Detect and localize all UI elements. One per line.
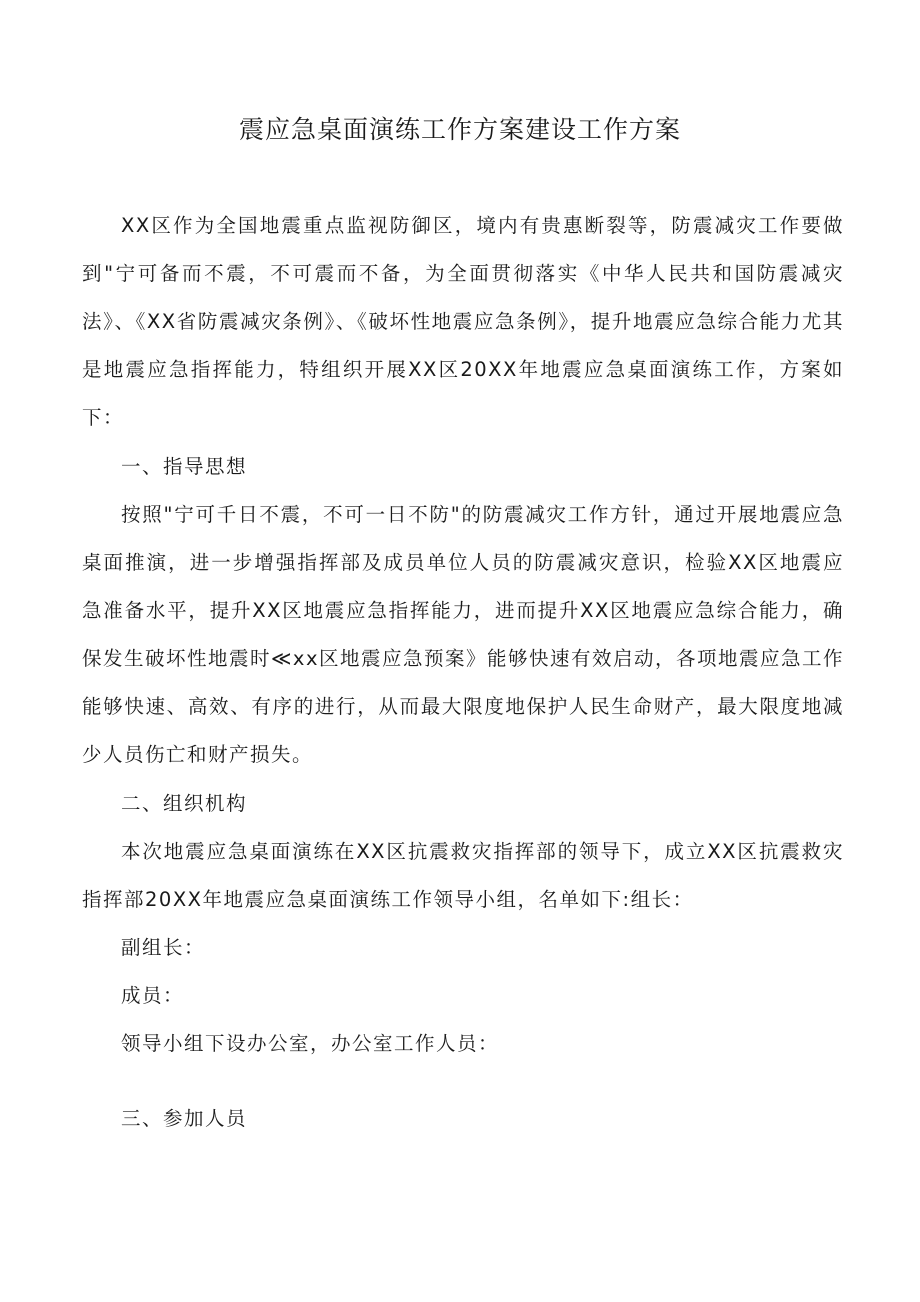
section-2-body: 本次地震应急桌面演练在XX区抗震救灾指挥部的领导下，成立XX区抗震救灾指挥部20XX年地震应急桌面演练工作领导小组，名单如下:组长： [82, 840, 844, 911]
section-3-heading: 三、参加人员 [121, 1107, 248, 1130]
section-1-heading: 一、指导思想 [121, 455, 248, 478]
document-title: 震应急桌面演练工作方案建设工作方案 [238, 115, 681, 144]
section-1-body: 按照"宁可千日不震，不可一日不防"的防震减灾工作方针，通过开展地震应急桌面推演，进一步增强指挥部及成员单位人员的防震减灾意识，检验XX区地震应急准备水平，提升XX区地震应急指挥能力，进而提升XX区地震应急综合能力，确保发生破坏性地震时≪xx区地震应急预案》能够快速有效启动，各项地震应急工作能够快速、高效、有序的进行，从而最大限度地保护人民生命财产，最大限度地减少人员伤亡和财产损失。 [82, 503, 844, 766]
office-line: 领导小组下设办公室，办公室工作人员： [121, 1032, 500, 1055]
deputy-leader-line: 副组长： [121, 936, 206, 959]
intro-paragraph: XX区作为全国地震重点监视防御区，境内有贵惠断裂等，防震减灾工作要做到"宁可备而不震，不可震而不备，为全面贯彻落实《中华人民共和国防震减灾法》、《XX省防震减灾条例》、《破坏性地震应急条例》，提升地震应急综合能力尤其是地震应急指挥能力，特组织开展XX区20XX年地震应急桌面演练工作，方案如下： [82, 214, 844, 429]
members-line: 成员： [121, 984, 185, 1007]
section-2-heading: 二、组织机构 [121, 792, 248, 815]
